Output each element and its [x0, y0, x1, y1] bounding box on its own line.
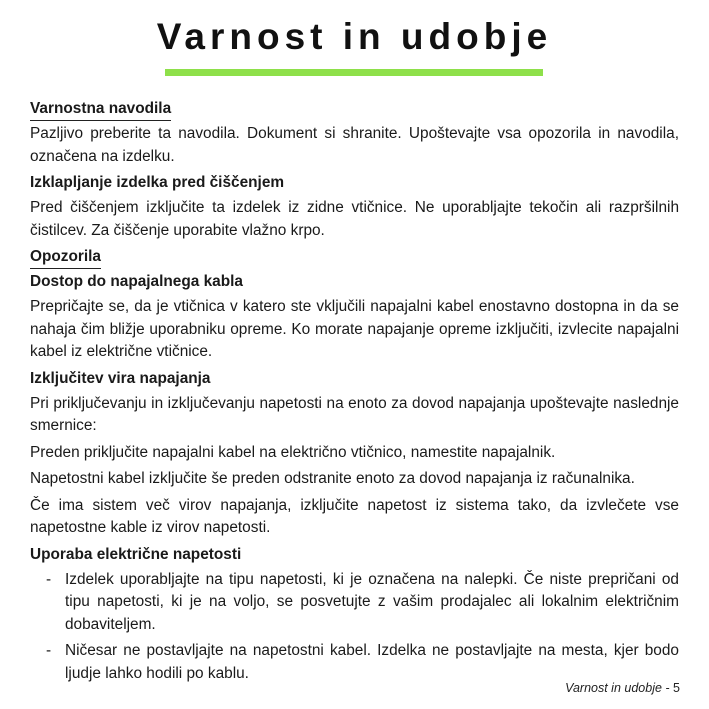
- cleaning-text: Pred čiščenjem izključite ta izdelek iz zidne vtičnice. Ne uporabljajte tekočin ali razpršilnih čistilcev. Za čiščenje uporabite vlažno krpo.: [30, 199, 679, 239]
- page-title: Varnost in udobje: [156, 16, 553, 57]
- list-item: [30, 640, 679, 685]
- cleaning-heading: Izklapljanje izdelka pred čiščenjem: [30, 174, 285, 191]
- safety-heading: Varnostna navodila: [30, 99, 171, 121]
- disconnect-text-2: Preden priključite napajalni kabel na električno vtičnico, namestite napajalnik.: [30, 443, 556, 461]
- document-body: [30, 98, 679, 689]
- dash-bullet: -: [46, 570, 52, 588]
- warnings-heading: Opozorila: [30, 247, 101, 269]
- usage-item-text: Ničesar ne postavljajte na napetostni kabel. Izdelka ne postavljajte na mesta, kjer bodo ljudje lahko hodili po kablu.: [65, 642, 679, 682]
- page-number: 5: [673, 681, 680, 695]
- title-underline-bar: [165, 69, 543, 76]
- usage-list: [30, 569, 679, 686]
- warnings-heading-wrap: [30, 246, 679, 269]
- disconnect-text-4: Če ima sistem več virov napajanja, izključite napetost iz sistema tako, da izvlečete vse napetostne kable iz virov napetosti.: [30, 496, 679, 536]
- footer-label: Varnost in udobje -: [565, 681, 670, 695]
- access-heading: Dostop do napajalnega kabla: [30, 273, 243, 290]
- disconnect-heading: Izključitev vira napajanja: [30, 369, 211, 387]
- page-footer: [565, 681, 680, 695]
- dash-bullet: -: [46, 642, 52, 659]
- disconnect-text-3: Napetostni kabel izključite še preden odstranite enoto za dovod napajanja iz računalnika.: [30, 470, 635, 487]
- safety-heading-wrap: [30, 98, 679, 121]
- safety-text: Pazljivo preberite ta navodila. Dokument si shranite. Upoštevajte vsa opozorila in navodila, označena na izdelku.: [30, 125, 679, 165]
- usage-item-text: Izdelek uporabljajte na tipu napetosti, ki je označena na nalepki. Če niste prepričani od tipu napetosti, ki je na voljo, se posvetujte z vašim prodajalec ali lokalnim električnim dobaviteljem.: [65, 570, 679, 633]
- disconnect-text-1: Pri priključevanju in izključevanju napetosti na enoto za dovod napajanja upoštevajte naslednje smernice:: [30, 394, 679, 434]
- list-item: [30, 569, 679, 637]
- access-text: Prepričajte se, da je vtičnica v katero ste vključili napajalni kabel enostavno dostopna in da se nahaja čim bližje uporabniku opreme. Ko morate napajanje opreme izključiti, izvlecite napajalni kabel iz električne vtičnice.: [30, 298, 679, 360]
- usage-heading: Uporaba električne napetosti: [30, 545, 242, 563]
